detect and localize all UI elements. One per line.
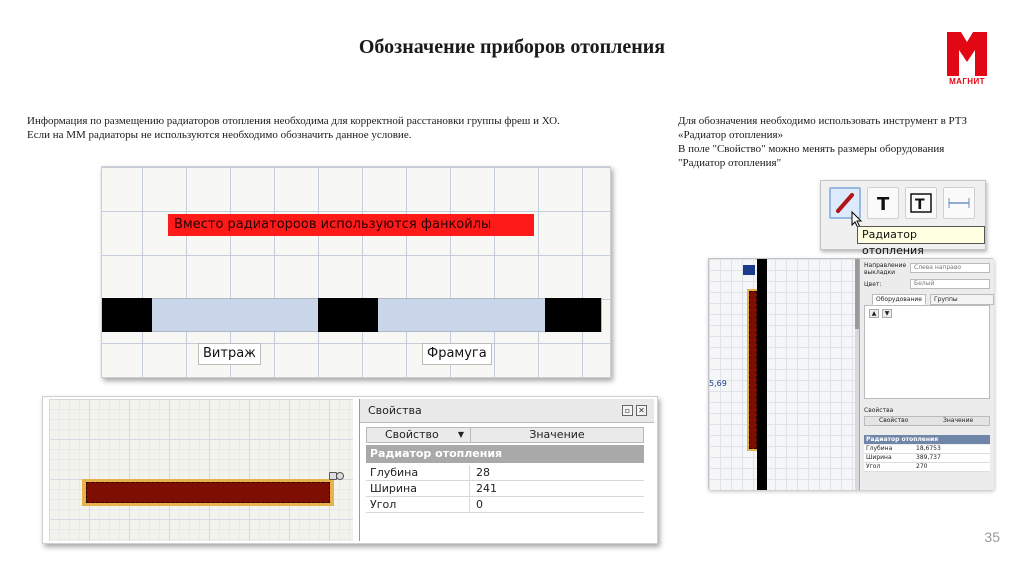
properties-header [366, 427, 644, 443]
side-property-value[interactable]: 270 [916, 463, 928, 470]
column-property[interactable]: Свойство ▼ [367, 428, 471, 442]
dimension-label: 5,69 [709, 379, 727, 388]
direction-field[interactable]: Слева направо [910, 263, 990, 273]
wall-column [545, 298, 601, 332]
text-frame-tool-button[interactable] [905, 187, 937, 219]
window-label: Витраж [198, 343, 261, 365]
right-description [678, 114, 1008, 170]
color-label: Цвет: [864, 281, 882, 288]
side-property-row[interactable] [864, 445, 990, 454]
right-description-line-3: В поле "Свойство" можно менять размеры оборудования [678, 143, 945, 155]
left-description-line-2: Если на ММ радиаторы не используются необходимо обозначить данное условие. [27, 129, 412, 141]
svg-text:T: T [915, 197, 925, 213]
tab-groups[interactable]: Группы [930, 294, 994, 305]
tool-tooltip: Радиатор отопления [857, 226, 985, 244]
logo-brand-text: МАГНИТ [949, 77, 985, 86]
equipment-list[interactable] [864, 305, 990, 399]
toolbar-screenshot [820, 180, 986, 257]
right-description-line-2: «Радиатор отопления» [678, 129, 784, 141]
slide-title: Обозначение приборов отопления [358, 36, 666, 58]
properties-panel [359, 399, 653, 541]
transom-label: Фрамуга [422, 343, 492, 365]
property-row[interactable] [366, 497, 644, 513]
property-row[interactable] [366, 465, 644, 481]
svg-text:T: T [877, 194, 890, 215]
dimension-tool-button[interactable] [943, 187, 975, 219]
dimension-tool-icon [944, 188, 974, 218]
property-key: Угол [370, 497, 470, 512]
arrow-up-icon[interactable]: ▲ [869, 309, 879, 318]
properties-panel-title: Свойства [360, 399, 654, 423]
text-tool-icon [868, 188, 898, 218]
side-property-key: Ширина [866, 454, 892, 461]
wall [757, 259, 767, 490]
tab-equipment[interactable]: Оборудование [872, 294, 926, 305]
rotate-handle-icon[interactable] [336, 472, 344, 480]
side-property-key: Глубина [866, 445, 893, 452]
side-column-property[interactable]: Свойство [879, 417, 909, 424]
drawing-canvas [709, 259, 855, 490]
side-property-value[interactable]: 18,6753 [916, 445, 941, 452]
radiator-shape[interactable] [749, 291, 757, 449]
wall-column [102, 298, 152, 332]
fancoil-banner: Вместо радиатороов используются фанкойлы [168, 214, 534, 236]
color-field[interactable]: Белый [910, 279, 990, 289]
property-value[interactable]: 241 [476, 482, 497, 495]
plan-screenshot [101, 166, 611, 378]
side-column-value[interactable]: Значение [943, 417, 974, 424]
property-row[interactable] [366, 481, 644, 497]
side-properties-title: Свойства [864, 407, 894, 414]
properties-group: Радиатор отопления [366, 445, 644, 463]
page-number: 35 [984, 529, 1000, 545]
side-panel-screenshot [708, 258, 993, 489]
right-description-line-1: Для обозначения необходимо использовать инструмент в РТЗ [678, 115, 968, 127]
side-properties-header [864, 416, 990, 426]
arrow-down-icon[interactable]: ▼ [882, 309, 892, 318]
radiator-shape[interactable] [86, 482, 330, 503]
drawing-canvas [49, 399, 353, 541]
left-description [27, 114, 647, 142]
property-key: Ширина [370, 481, 470, 496]
object-panel [859, 259, 994, 490]
side-property-key: Угол [866, 463, 881, 470]
property-value[interactable]: 28 [476, 466, 490, 479]
side-properties-group: Радиатор отопления [864, 435, 990, 444]
side-property-row[interactable] [864, 463, 990, 472]
right-description-line-4: "Радиатор отопления" [678, 157, 782, 169]
property-key: Глубина [370, 465, 470, 480]
left-description-line-1: Информация по размещению радиаторов отопления необходима для корректной расстановки группы фреш и ХО. [27, 115, 560, 127]
text-tool-button[interactable] [867, 187, 899, 219]
property-value[interactable]: 0 [476, 498, 483, 511]
sort-down-icon: ▼ [457, 430, 464, 439]
dimension-tag [743, 265, 755, 275]
properties-screenshot [42, 396, 658, 544]
wall-column [318, 298, 378, 332]
side-property-value[interactable]: 389,737 [916, 454, 941, 461]
side-property-row[interactable] [864, 454, 990, 463]
direction-label: Направление выкладки [864, 262, 907, 276]
dock-icon[interactable]: ▫ [622, 405, 633, 416]
text-frame-tool-icon [906, 188, 936, 218]
column-value[interactable]: Значение [529, 428, 585, 441]
close-icon[interactable]: ✕ [636, 405, 647, 416]
